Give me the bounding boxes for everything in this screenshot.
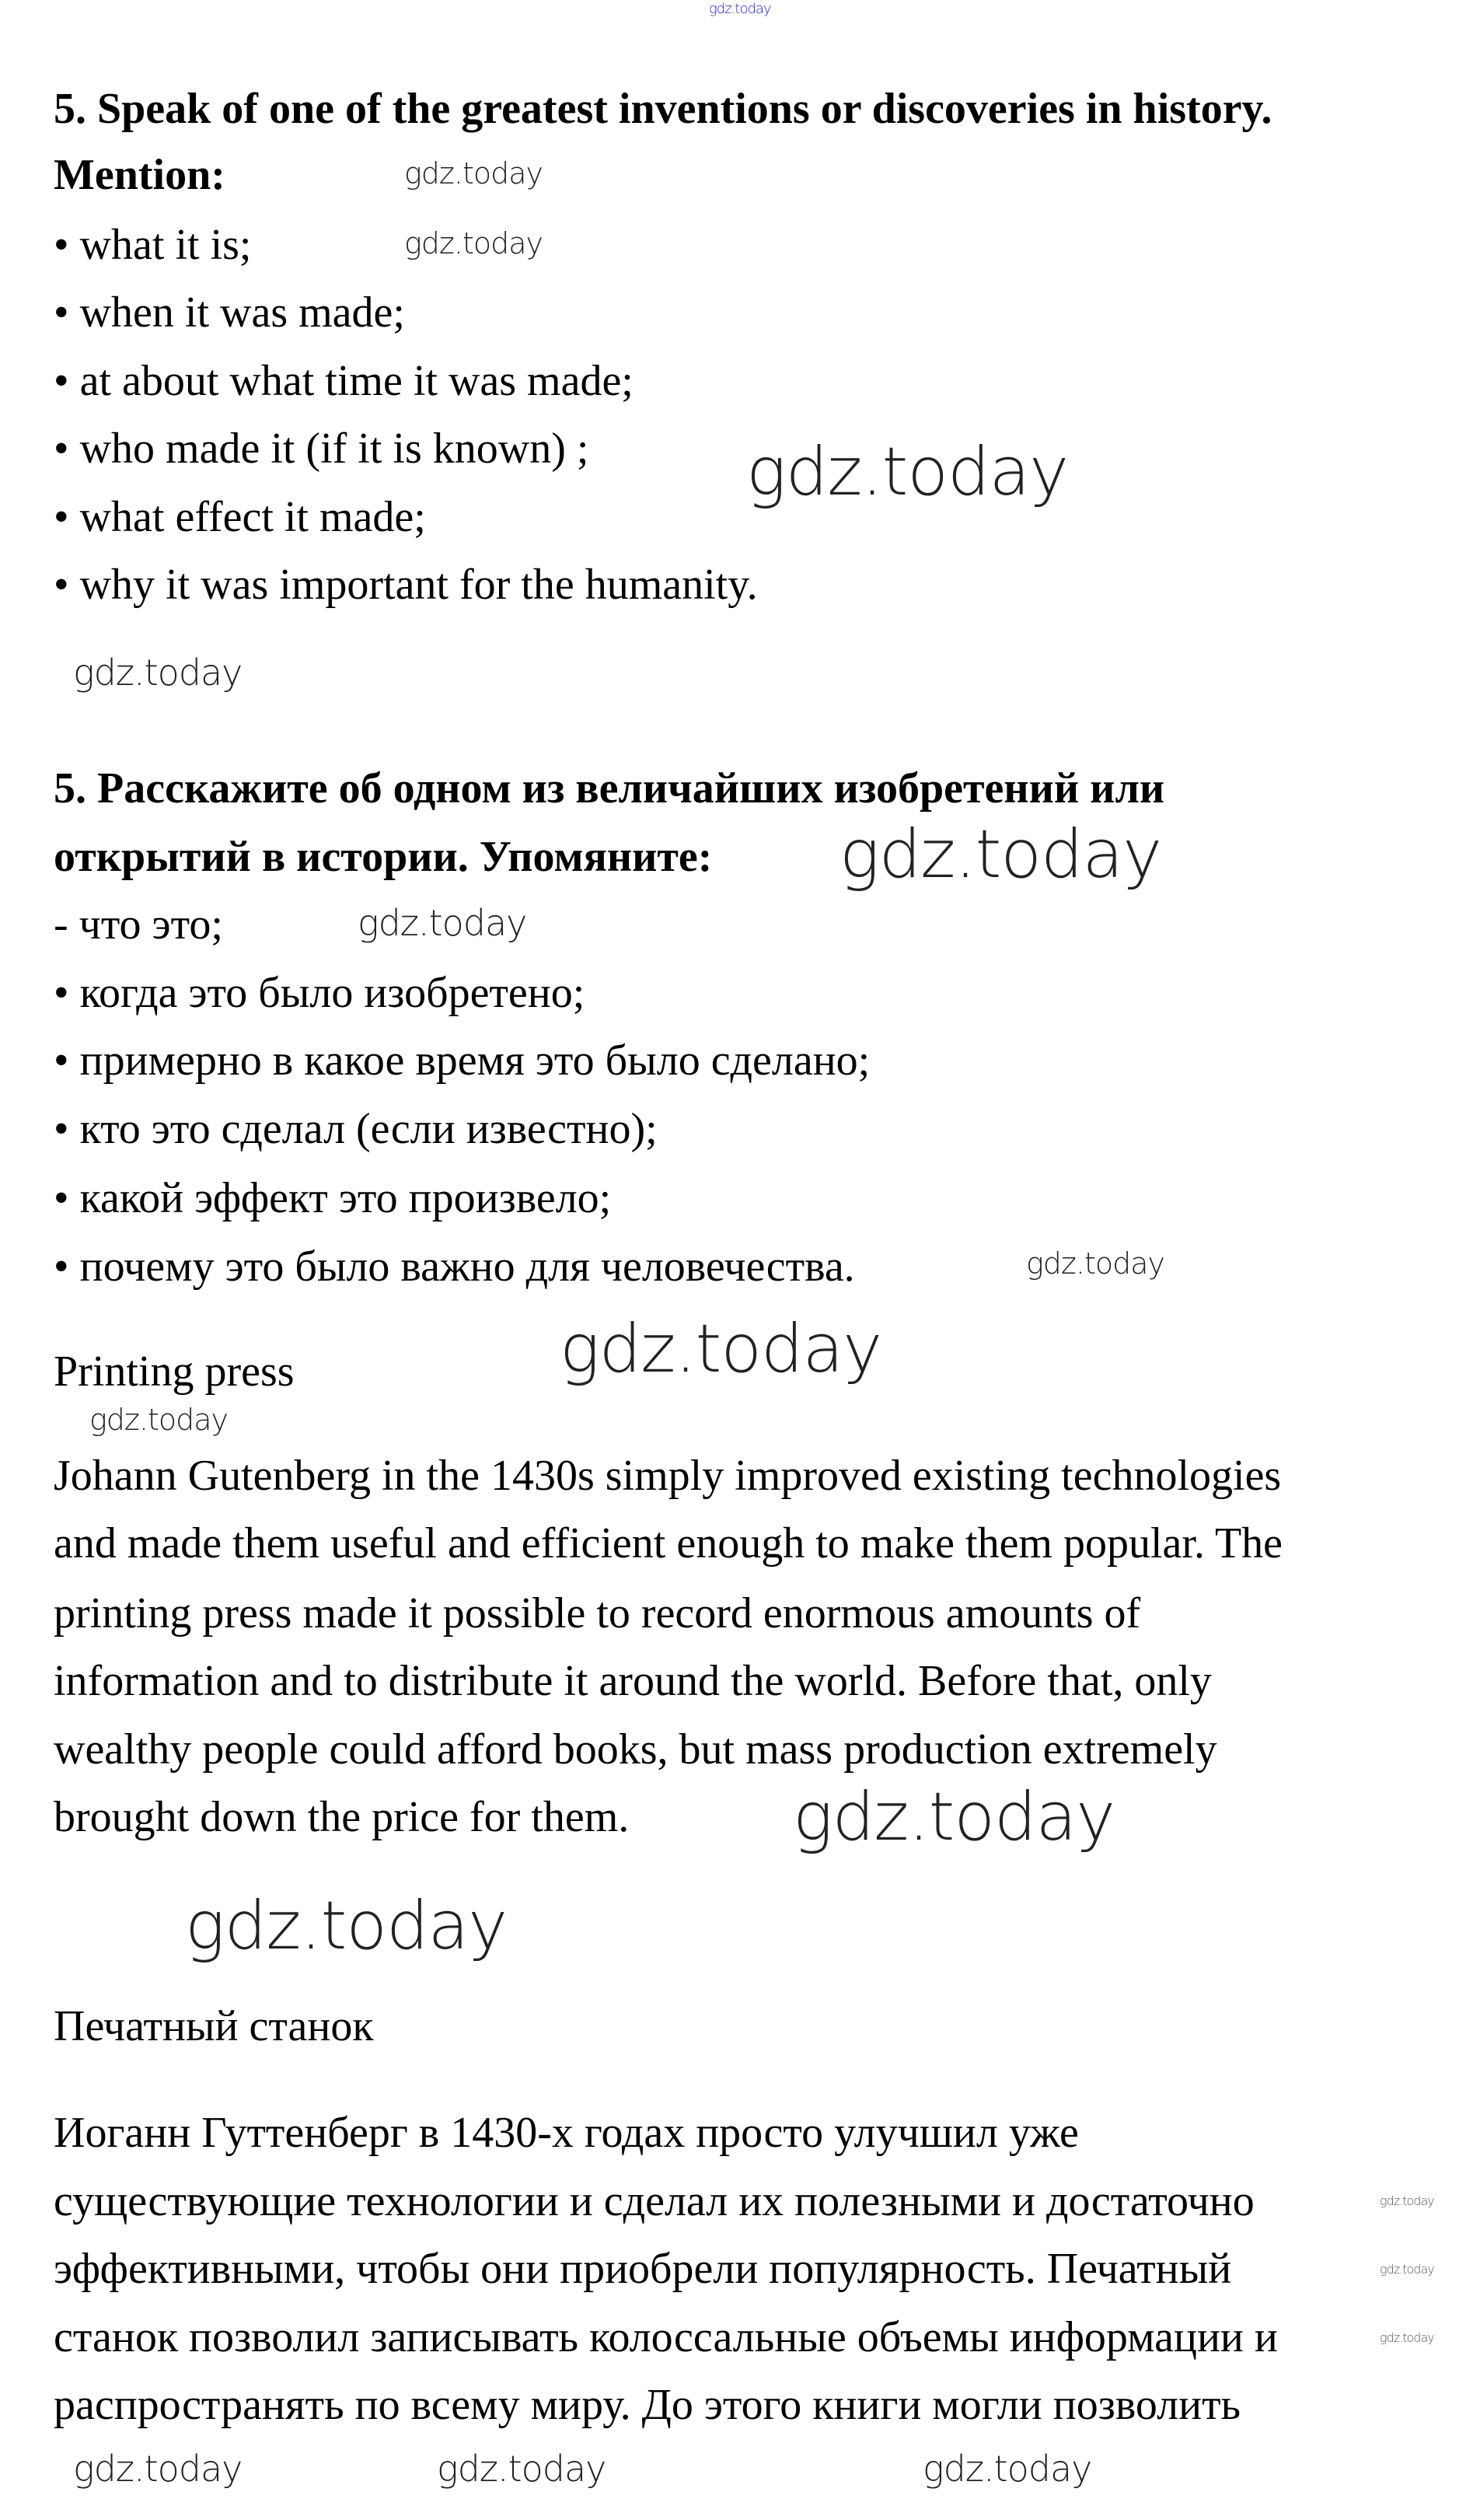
watermark: gdz.today	[793, 1778, 1115, 1856]
list-item: • why it was important for the humanity.	[54, 561, 758, 609]
answer-heading-en: Printing press	[54, 1347, 295, 1396]
watermark: gdz.today	[437, 2448, 606, 2490]
paragraph-line: information and to distribute it around the world. Before that, only	[54, 1657, 1212, 1705]
watermark: gdz.today	[404, 226, 543, 260]
list-item: • примерно в какое время это было сделано;	[54, 1036, 871, 1085]
task-title-en: 5. Speak of one of the greatest inventions or discoveries in history.	[54, 85, 1272, 133]
watermark: gdz.today	[1380, 2193, 1434, 2208]
paragraph-line: существующие технологии и сделал их полезными и достаточно	[54, 2177, 1255, 2225]
watermark: gdz.today	[404, 156, 543, 190]
list-item: • какой эффект это произвело;	[54, 1174, 612, 1222]
paragraph-line: and made them useful and efficient enough to make them popular. The	[54, 1519, 1283, 1568]
paragraph-line: эффективными, чтобы они приобрели популярность. Печатный	[54, 2245, 1232, 2293]
paragraph-line: станок позволил записывать колоссальные объемы информации и	[54, 2313, 1278, 2361]
list-item: • кто это сделал (если известно);	[54, 1105, 658, 1153]
mention-label: Mention:	[54, 151, 225, 199]
watermark: gdz.today	[185, 1887, 508, 1965]
watermark: gdz.today	[1380, 2262, 1434, 2277]
list-item: • at about what time it was made;	[54, 357, 634, 405]
watermark: gdz.today	[560, 1310, 882, 1388]
watermark: gdz.today	[1026, 1246, 1164, 1281]
list-item: • who made it (if it is known) ;	[54, 425, 589, 473]
paragraph-line: Иоганн Гуттенберг в 1430-х годах просто улучшил уже	[54, 2109, 1079, 2157]
watermark: gdz.today	[73, 2448, 243, 2490]
watermark: gdz.today	[709, 1, 771, 17]
list-item: • what effect it made;	[54, 493, 426, 541]
answer-heading-ru: Печатный станок	[54, 2002, 374, 2050]
watermark: gdz.today	[839, 816, 1162, 893]
paragraph-line: wealthy people could afford books, but mass production extremely	[54, 1725, 1217, 1774]
list-item: • when it was made;	[54, 288, 405, 337]
paragraph-line: printing press made it possible to record enormous amounts of	[54, 1589, 1141, 1637]
paragraph-line: brought down the price for them.	[54, 1793, 630, 1841]
task-title-ru-line2: открытий в истории. Упомяните:	[54, 833, 713, 881]
watermark: gdz.today	[923, 2448, 1092, 2490]
watermark: gdz.today	[1380, 2330, 1434, 2345]
list-item: • what it is;	[54, 221, 252, 269]
paragraph-line: распространять по всему миру. До этого книги могли позволить	[54, 2381, 1241, 2429]
list-item: • когда это было изобретено;	[54, 969, 585, 1017]
watermark: gdz.today	[89, 1403, 228, 1437]
watermark: gdz.today	[73, 652, 243, 694]
list-item: - что это;	[54, 900, 223, 949]
watermark: gdz.today	[746, 433, 1069, 511]
watermark: gdz.today	[358, 902, 527, 944]
task-title-ru-line1: 5. Расскажите об одном из величайших изобретений или	[54, 764, 1165, 813]
paragraph-line: Johann Gutenberg in the 1430s simply improved existing technologies	[54, 1452, 1282, 1500]
list-item: • почему это было важно для человечества.	[54, 1243, 855, 1291]
